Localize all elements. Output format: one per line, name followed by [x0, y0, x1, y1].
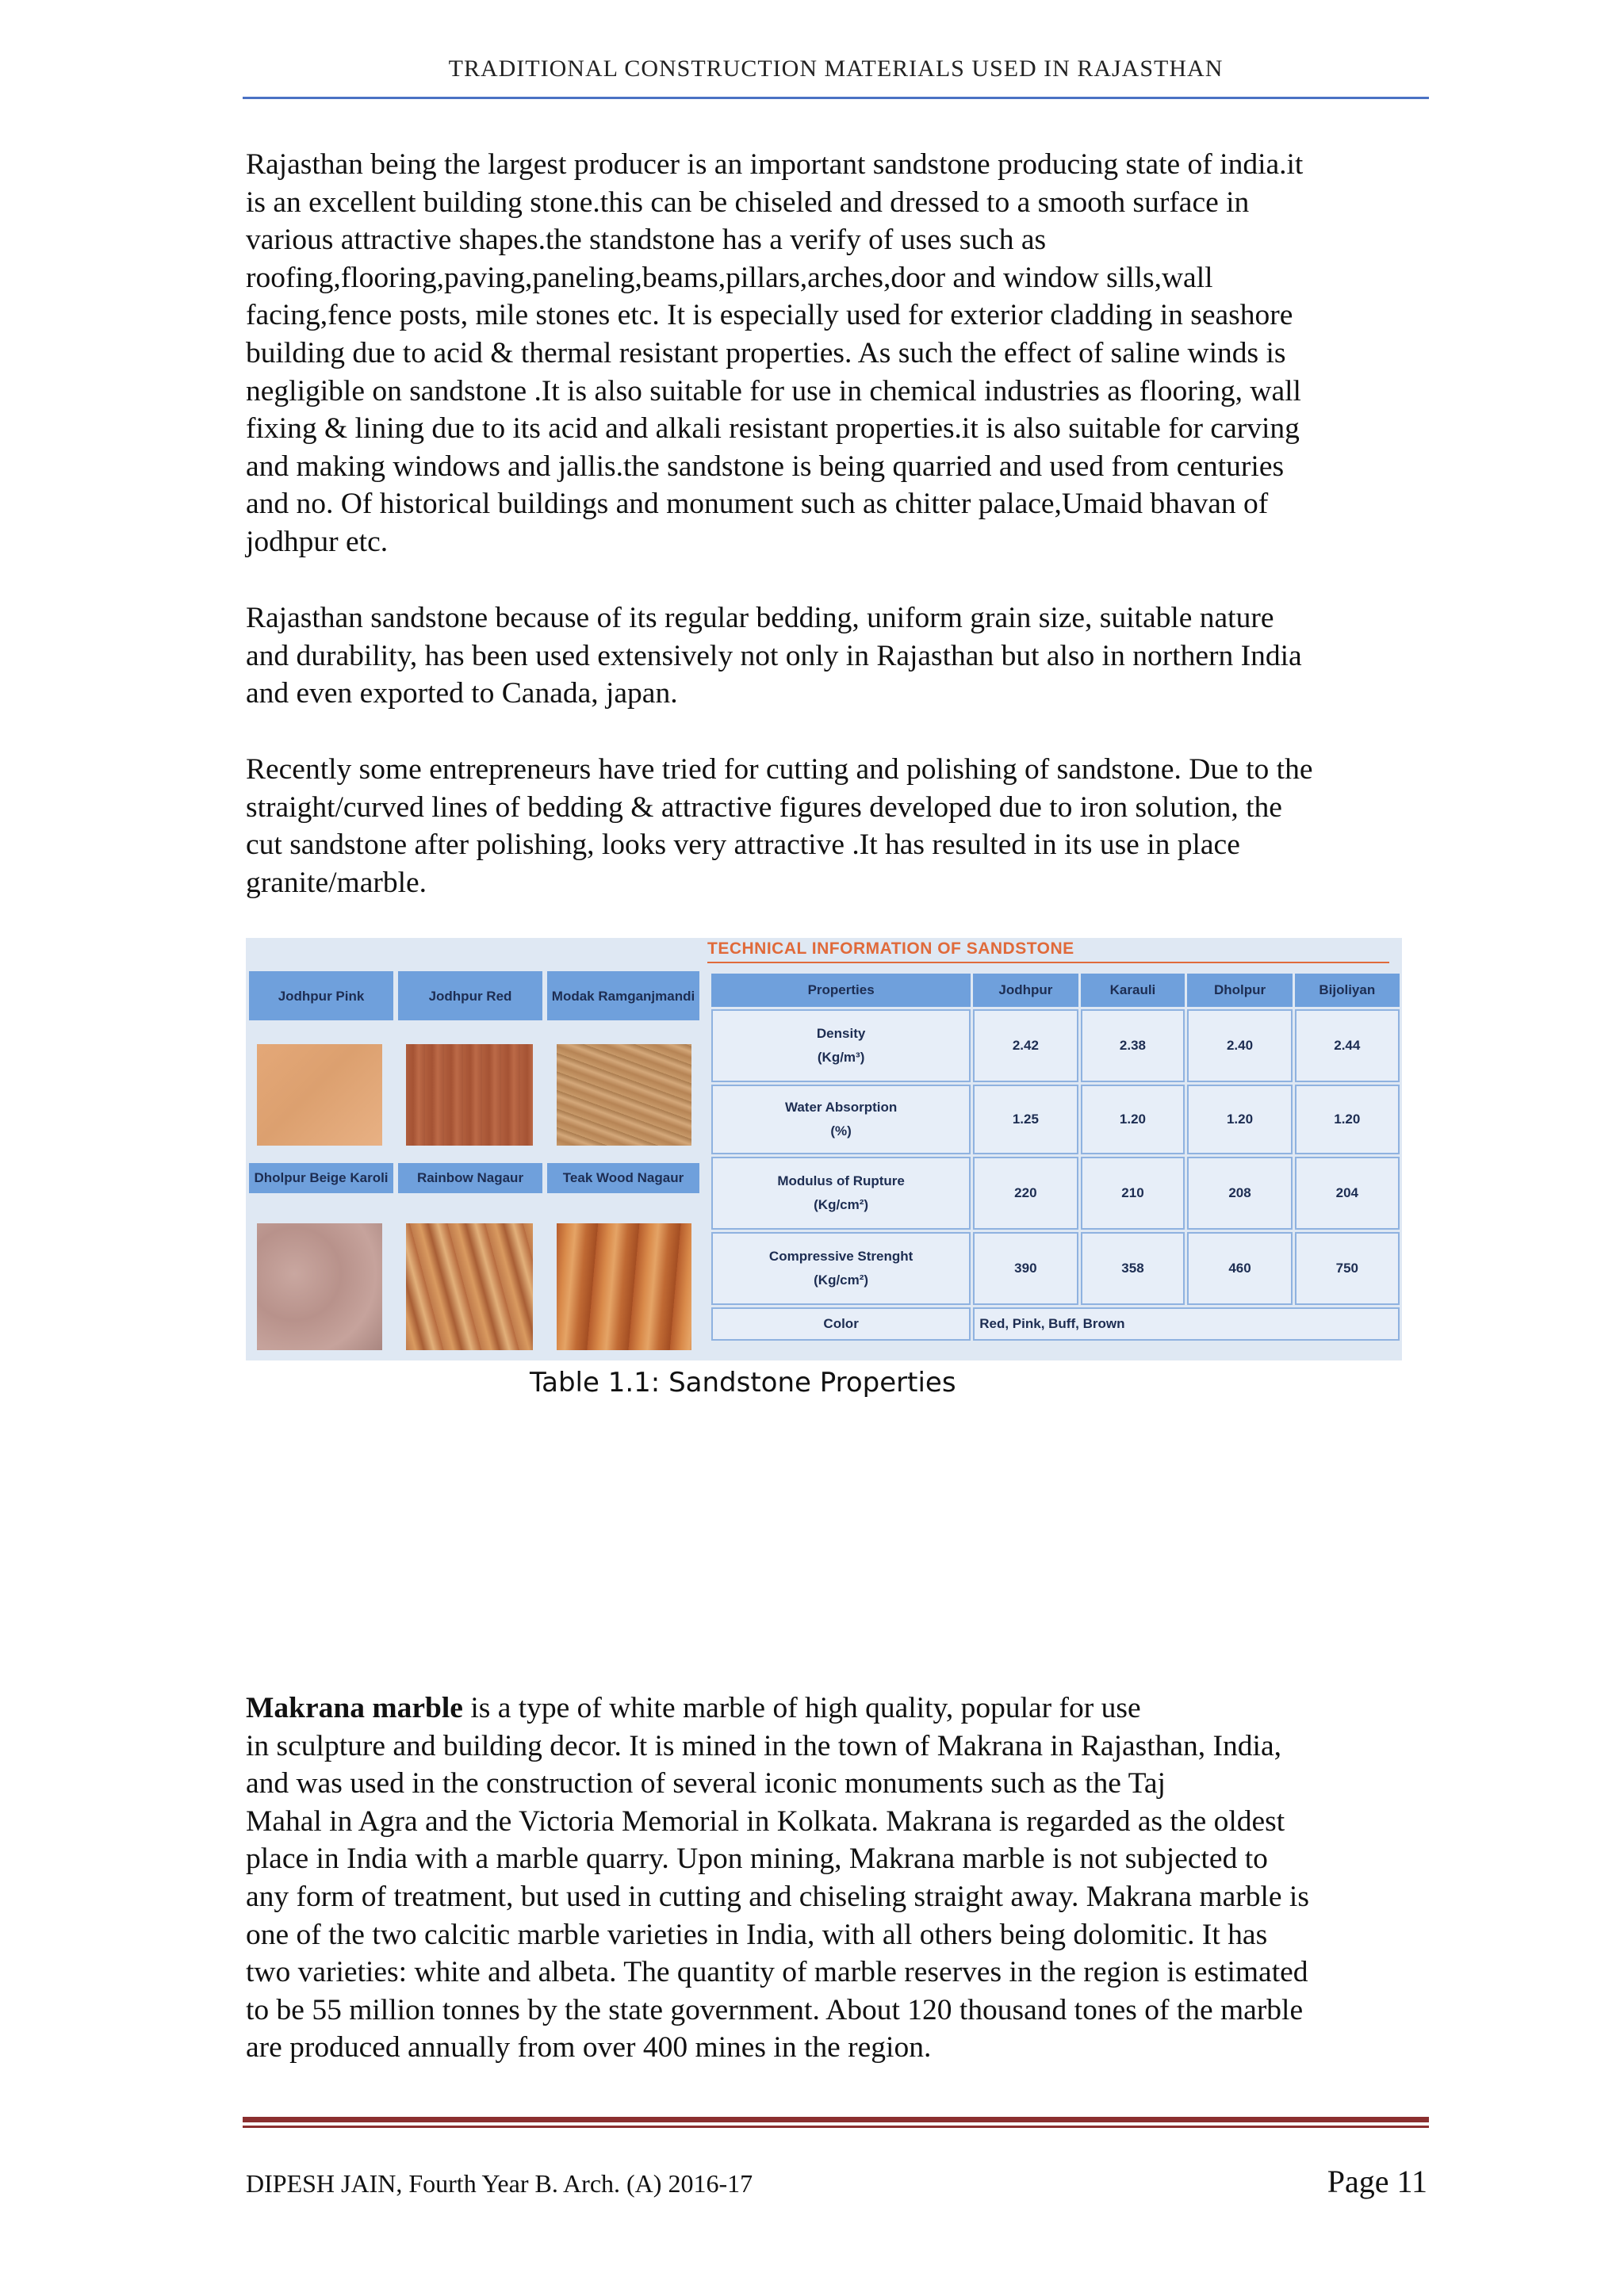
text-line: granite/marble.: [246, 866, 427, 899]
table-row: [711, 1307, 1400, 1341]
value-cell: 1.20: [1295, 1085, 1400, 1154]
property-name: Density: [816, 1026, 866, 1041]
color-value-cell: Red, Pink, Buff, Brown: [973, 1307, 1400, 1341]
value-cell: 1.25: [973, 1085, 1078, 1154]
table-row: [711, 1157, 1400, 1230]
text-line: various attractive shapes.the standstone has a verify of uses such as: [246, 224, 1047, 257]
text-line: negligible on sandstone .It is also suitable for use in chemical industries as flooring, wall: [246, 374, 1301, 408]
text-line: and making windows and jallis.the sandstone is being quarried and used from centuries: [246, 450, 1285, 483]
text-line: jodhpur etc.: [246, 525, 389, 558]
property-cell: Color: [711, 1307, 971, 1341]
text-line: two varieties: white and albeta. The quantity of marble reserves in the region is estimated: [246, 1956, 1308, 1989]
value-cell: 358: [1081, 1232, 1185, 1305]
text-fragment: is a type of white marble of high quality, popular for use: [462, 1692, 1141, 1724]
swatch-label: Jodhpur Red: [398, 971, 542, 1020]
text-line: any form of treatment, but used in cutting and chiseling straight away. Makrana marble is: [246, 1880, 1309, 1913]
text-line: is an excellent building stone.this can be chiseled and dressed to a smooth surface in: [246, 186, 1250, 219]
text-line: Rajasthan sandstone because of its regular bedding, uniform grain size, suitable nature: [246, 602, 1274, 634]
text-line: facing,fence posts, mile stones etc. It is especially used for exterior cladding in seashore: [246, 299, 1293, 332]
column-header: Jodhpur: [973, 974, 1078, 1007]
footer-author: DIPESH JAIN, Fourth Year B. Arch. (A) 2016-17: [246, 2169, 753, 2198]
value-cell: 204: [1295, 1157, 1400, 1230]
text-line: building due to acid & thermal resistant properties. As such the effect of saline winds is: [246, 336, 1286, 369]
property-name: Modulus of Rupture: [777, 1173, 905, 1188]
property-cell: [711, 1009, 971, 1082]
table-row: [711, 1232, 1400, 1305]
text-line: in sculpture and building decor. It is mined in the town of Makrana in Rajasthan, India,: [246, 1729, 1281, 1762]
paragraph-makrana-marble: [246, 1689, 1427, 2067]
text-line: Recently some entrepreneurs have tried for cutting and polishing of sandstone. Due to the: [246, 753, 1313, 786]
table-caption: Table 1.1: Sandstone Properties: [530, 1367, 956, 1399]
property-cell: [711, 1157, 971, 1230]
jodhpur-red-swatch: [406, 1044, 533, 1146]
text-line: cut sandstone after polishing, looks very attractive .It has resulted in its use in place: [246, 828, 1240, 862]
footer-rule: [243, 2117, 1429, 2122]
header-rule: [243, 97, 1429, 99]
column-header: Bijoliyan: [1295, 974, 1400, 1007]
property-unit: (Kg/m³): [817, 1050, 865, 1065]
value-cell: 2.42: [973, 1009, 1078, 1082]
running-header: TRADITIONAL CONSTRUCTION MATERIALS USED IN RAJASTHAN: [448, 55, 1224, 82]
text-line: Mahal in Agra and the Victoria Memorial in Kolkata. Makrana is regarded as the oldest: [246, 1804, 1285, 1838]
text-line: straight/curved lines of bedding & attractive figures developed due to iron solution, the: [246, 790, 1282, 824]
footer-rule: [243, 2126, 1429, 2128]
swatch-label: Rainbow Nagaur: [398, 1163, 542, 1193]
table-row: [711, 1009, 1400, 1082]
teak-wood-nagaur-swatch: [557, 1223, 691, 1350]
sandstone-properties-table: [709, 971, 1402, 1343]
swatch-label: Modak Ramganjmandi: [547, 971, 699, 1020]
value-cell: 750: [1295, 1232, 1400, 1305]
text-line: [246, 1689, 1427, 1728]
text-line: place in India with a marble quarry. Upon mining, Makrana marble is not subjected to: [246, 1843, 1268, 1876]
text-line: are produced annually from over 400 mines in the region.: [246, 2031, 932, 2064]
text-line: roofing,flooring,paving,paneling,beams,pillars,arches,door and window sills,wall: [246, 261, 1213, 294]
figure-title-rule: [707, 962, 1389, 963]
property-cell: [711, 1232, 971, 1305]
text-line: and no. Of historical buildings and monument such as chitter palace,Umaid bhavan of: [246, 488, 1269, 521]
swatch-label: Teak Wood Nagaur: [547, 1163, 699, 1193]
paragraph-sandstone-usage: [246, 599, 1427, 713]
value-cell: 2.38: [1081, 1009, 1185, 1082]
bold-term: Makrana marble: [246, 1692, 463, 1724]
value-cell: 208: [1187, 1157, 1292, 1230]
property-unit: (Kg/cm²): [814, 1272, 869, 1288]
property-name: Compressive Strenght: [768, 1249, 914, 1264]
modak-ramganjmandi-swatch: [557, 1044, 691, 1146]
text-line: one of the two calcitic marble varieties in India, with all others being dolomitic. It has: [246, 1918, 1268, 1951]
text-line: fixing & lining due to its acid and alkali resistant properties.it is also suitable for carving: [246, 412, 1300, 446]
property-name: Water Absorption: [784, 1100, 898, 1115]
column-header: Dholpur: [1187, 974, 1292, 1007]
jodhpur-pink-swatch: [257, 1044, 382, 1146]
text-line: and was used in the construction of several iconic monuments such as the Taj: [246, 1767, 1166, 1800]
value-cell: 390: [973, 1232, 1078, 1305]
swatch-label: Dholpur Beige Karoli: [249, 1163, 393, 1193]
value-cell: 220: [973, 1157, 1078, 1230]
table-row: [711, 1085, 1400, 1154]
property-cell: [711, 1085, 971, 1154]
page-number: Page 11: [1327, 2164, 1427, 2199]
table-header-row: [711, 974, 1400, 1007]
property-unit: (%): [830, 1123, 852, 1138]
value-cell: 2.40: [1187, 1009, 1292, 1082]
column-header: Karauli: [1081, 974, 1185, 1007]
text-line: to be 55 million tonnes by the state government. About 120 thousand tones of the marble: [246, 1993, 1304, 2026]
value-cell: 1.20: [1081, 1085, 1185, 1154]
dholpur-beige-swatch: [257, 1223, 382, 1350]
value-cell: 460: [1187, 1232, 1292, 1305]
value-cell: 210: [1081, 1157, 1185, 1230]
value-cell: 2.44: [1295, 1009, 1400, 1082]
swatch-label: Jodhpur Pink: [249, 971, 393, 1020]
rainbow-nagaur-swatch: [406, 1223, 533, 1350]
column-header: Properties: [711, 974, 971, 1007]
property-unit: (Kg/cm²): [814, 1197, 869, 1212]
paragraph-sandstone-polishing: [246, 751, 1427, 901]
sandstone-technical-figure: [246, 938, 1402, 1360]
text-line: Rajasthan being the largest producer is an important sandstone producing state of india.it: [246, 148, 1304, 181]
text-line: and durability, has been used extensively not only in Rajasthan but also in northern India: [246, 639, 1302, 672]
value-cell: 1.20: [1187, 1085, 1292, 1154]
paragraph-sandstone-intro: [246, 146, 1427, 561]
figure-title: TECHNICAL INFORMATION OF SANDSTONE: [707, 939, 1074, 958]
text-line: and even exported to Canada, japan.: [246, 677, 678, 710]
